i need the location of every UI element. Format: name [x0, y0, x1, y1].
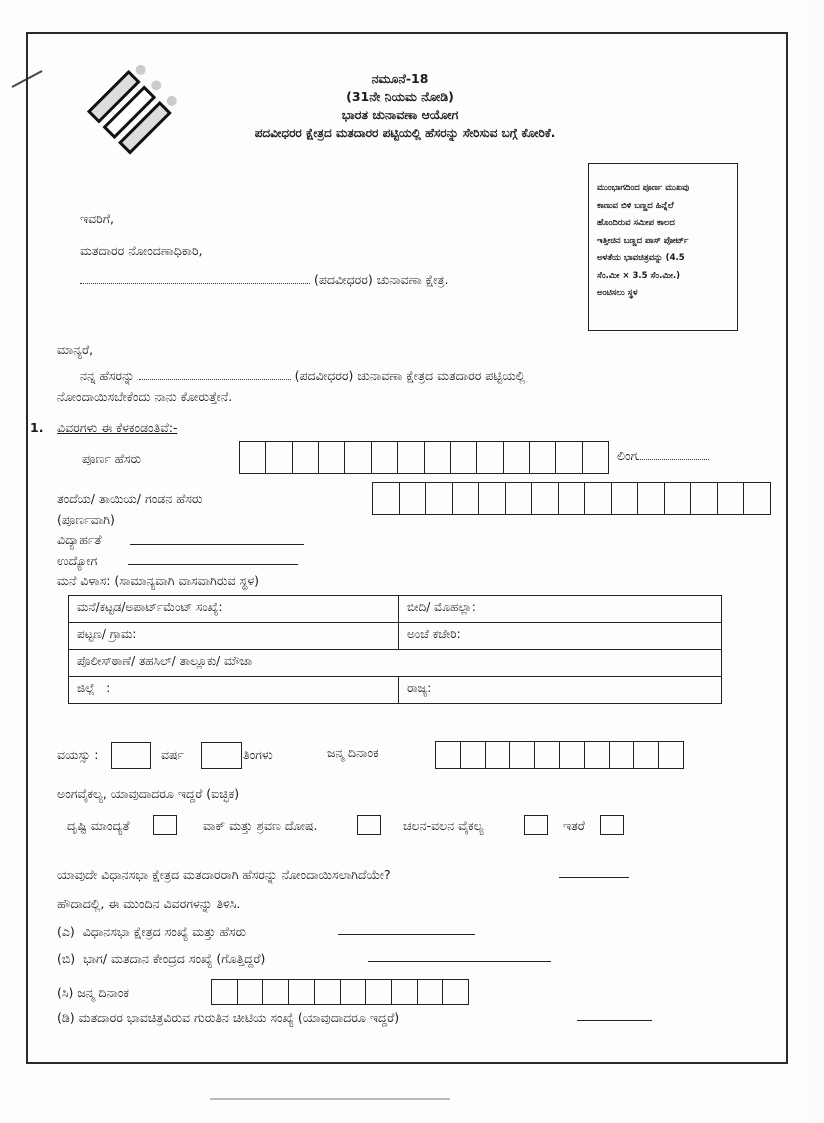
- character-box[interactable]: [451, 442, 477, 473]
- post-office-label: ಅಂಚೆ ಕಚೇರಿ:: [407, 627, 461, 641]
- request-constituency-field[interactable]: [139, 379, 291, 380]
- visual-impairment-checkbox[interactable]: [153, 815, 177, 835]
- dob-c-boxes[interactable]: [211, 979, 469, 1005]
- character-box[interactable]: [400, 483, 427, 514]
- character-box[interactable]: [744, 483, 770, 514]
- character-box[interactable]: [506, 483, 533, 514]
- years-label: ವರ್ಷ: [161, 747, 185, 762]
- occupation-field[interactable]: [128, 564, 298, 565]
- rule-reference: (31ನೇ ನಿಯಮ ನೋಡಿ): [346, 89, 454, 104]
- state-label: ರಾಜ್ಯ:: [407, 681, 432, 695]
- photo-instruction-line: ಮುಂಭಾಗದಿಂದ ಪೂರ್ಣ ಮುಖವು: [597, 183, 690, 193]
- locomotor-checkbox[interactable]: [524, 815, 548, 835]
- district-label: ಜಿಲ್ಲೆ :: [77, 681, 111, 695]
- education-field[interactable]: [130, 544, 304, 545]
- home-address-label: ಮನೆ ವಿಳಾಸ: (ಸಾಮಾನ್ಯವಾಗಿ ವಾಸವಾಗಿರುವ ಸ್ಥಳ): [57, 573, 260, 588]
- state-cell[interactable]: [399, 677, 722, 704]
- character-box[interactable]: [443, 980, 468, 1004]
- house-number-label: ಮನೆ/ಕಟ್ಟಡ/ಅಪಾರ್ಟ್‌ಮೆಂಟ್ ಸಂಖ್ಯೆ:: [77, 600, 223, 614]
- polling-station-label: (ಬಿ) ಭಾಗ/ ಮತದಾನ ಕೇಂದ್ರದ ಸಂಖ್ಯೆ (ಗೊತ್ತಿದ್ದರೆ): [57, 951, 266, 966]
- registration-answer-field[interactable]: [559, 877, 629, 878]
- disability-option-locomotor: ಚಲನ-ವಲನ ವೈಕಲ್ಯ: [403, 818, 484, 833]
- character-box[interactable]: [341, 980, 367, 1004]
- photo-instruction-line: ಅಂಟಿಸಲು ಸ್ಥಳ: [597, 288, 638, 298]
- photo-instruction-line: ಇತ್ತೀಚಿನ ಬಣ್ಣದ ಪಾಸ್ ಪೋರ್ಟ್: [597, 235, 689, 246]
- parent-name-boxes[interactable]: [372, 482, 771, 515]
- photo-instruction-line: ಕಾಣುವ ಬಿಳಿ ಬಣ್ಣದ ಹಿನ್ನೆಲೆ: [597, 200, 674, 211]
- dob-label: ಜನ್ಮ ದಿನಾಂಕ: [327, 745, 379, 760]
- form-number: ನಮೂನೆ-18: [371, 71, 429, 86]
- character-box[interactable]: [585, 742, 610, 768]
- disability-option-other: ಇತರೆ: [563, 818, 585, 833]
- character-box[interactable]: [319, 442, 345, 473]
- addressee-officer: ಮತದಾರರ ನೋಂದಣಾಧಿಕಾರಿ,: [80, 243, 203, 258]
- assembly-constituency-field[interactable]: [338, 934, 475, 935]
- salutation: ಮಾನ್ಯರೆ,: [57, 342, 94, 357]
- character-box[interactable]: [398, 442, 424, 473]
- character-box[interactable]: [560, 742, 585, 768]
- disability-option-speech: ವಾಕ್ ಮತ್ತು ಶ್ರವಣ ದೋಷ.: [203, 818, 318, 833]
- parent-name-sub: (ಪೂರ್ಣವಾಗಿ): [57, 512, 115, 527]
- photo-instruction-line: ಹೊಂದಿರುವ ಸಮೀಪ ಕಾಲದ: [597, 218, 675, 228]
- character-box[interactable]: [289, 980, 315, 1004]
- section-number: 1.: [30, 420, 44, 435]
- character-box[interactable]: [479, 483, 506, 514]
- education-label: ವಿದ್ಯಾರ್ಹತೆ: [57, 532, 102, 547]
- months-label: ತಿಂಗಳು: [243, 747, 273, 762]
- disability-label: ಅಂಗವೈಕಲ್ಯ, ಯಾವುದಾದರೂ ಇದ್ದರೆ (ಐಚ್ಛಿಕ): [57, 786, 240, 801]
- character-box[interactable]: [263, 980, 289, 1004]
- photo-placeholder-box: [588, 163, 738, 331]
- disability-option-visual: ದೃಷ್ಟಿ ಮಾಂದ್ಯತೆ: [67, 818, 130, 833]
- character-box[interactable]: [212, 980, 238, 1004]
- house-number-cell[interactable]: [69, 596, 399, 623]
- assembly-constituency-label: (ಎ) ವಿಧಾನಸಭಾ ಕ್ಷೇತ್ರದ ಸಂಖ್ಯೆ ಮತ್ತು ಹೆಸರು: [57, 924, 247, 939]
- post-office-cell[interactable]: [399, 623, 722, 650]
- election-commission-logo: [80, 60, 190, 155]
- character-box[interactable]: [315, 980, 341, 1004]
- character-box[interactable]: [559, 483, 586, 514]
- character-box[interactable]: [425, 442, 451, 473]
- request-middle: (ಪದವೀಧರರ) ಚುನಾವಣಾ ಕ್ಷೇತ್ರದ ಮತದಾರರ ಪಟ್ಟಿಯಲ್ಲಿ: [294, 368, 526, 383]
- other-disability-checkbox[interactable]: [600, 815, 624, 835]
- character-box[interactable]: [366, 980, 392, 1004]
- character-box[interactable]: [392, 980, 418, 1004]
- character-box[interactable]: [266, 442, 292, 473]
- voter-id-label: (ಡಿ) ಮತದಾರರ ಭಾವಚಿತ್ರವಿರುವ ಗುರುತಿನ ಚೀಟಿಯ ಸಂಖ್ಯೆ (ಯಾವುದಾದರೂ ಇದ್ದರೆ): [57, 1010, 400, 1025]
- registration-if-yes: ಹೌದಾದಲ್ಲಿ, ಈ ಮುಂದಿನ ವಿವರಗಳನ್ನು ತಿಳಿಸಿ.: [57, 896, 241, 911]
- age-label: ವಯಸ್ಸು :: [57, 747, 99, 762]
- request-prefix: ನನ್ನ ಹೆಸರನ್ನು: [80, 368, 135, 383]
- voter-id-field[interactable]: [577, 1020, 652, 1021]
- character-box[interactable]: [718, 483, 745, 514]
- character-box[interactable]: [436, 742, 461, 768]
- character-box[interactable]: [532, 483, 559, 514]
- constituency-field[interactable]: [80, 283, 310, 284]
- character-box[interactable]: [461, 742, 486, 768]
- character-box[interactable]: [373, 483, 400, 514]
- street-label: ಬೀದಿ/ ಮೊಹಲ್ಲಾ:: [407, 600, 476, 614]
- address-table: [68, 595, 722, 704]
- character-box[interactable]: [583, 442, 608, 473]
- character-box[interactable]: [504, 442, 530, 473]
- character-box[interactable]: [486, 742, 511, 768]
- character-box[interactable]: [418, 980, 444, 1004]
- police-station-label: ಪೊಲೀಸ್‌ಠಾಣೆ/ ತಹಸಿಲ್/ ತಾಲ್ಲೂಕು/ ಮೌಜಾ: [77, 654, 253, 668]
- character-box[interactable]: [638, 483, 665, 514]
- character-box[interactable]: [610, 742, 635, 768]
- town-label: ಪಟ್ಟಣ/ ಗ್ರಾಮ:: [77, 627, 137, 641]
- character-box[interactable]: [426, 483, 453, 514]
- character-box[interactable]: [345, 442, 371, 473]
- character-box[interactable]: [535, 742, 560, 768]
- character-box[interactable]: [530, 442, 556, 473]
- character-box[interactable]: [238, 980, 264, 1004]
- character-box[interactable]: [585, 483, 612, 514]
- character-box[interactable]: [510, 742, 535, 768]
- dob-boxes[interactable]: [435, 741, 684, 769]
- character-box[interactable]: [240, 442, 266, 473]
- speech-hearing-checkbox[interactable]: [357, 815, 381, 835]
- section-title: ವಿವರಗಳು ಈ ಕೆಳಕಂಡಂತಿವೆ:-: [57, 420, 178, 435]
- commission-name: ಭಾರತ ಚುನಾವಣಾ ಆಯೋಗ: [341, 107, 459, 122]
- scan-shadow: [210, 1098, 450, 1100]
- character-box[interactable]: [477, 442, 503, 473]
- photo-instruction-line: ಸೆಂ.ಮೀ × 3.5 ಸೆಂ.ಮೀ.): [597, 270, 681, 281]
- full-name-boxes[interactable]: [239, 441, 609, 474]
- age-months-box[interactable]: [201, 742, 242, 769]
- police-station-cell[interactable]: [69, 650, 722, 677]
- registration-question: ಯಾವುದೇ ವಿಧಾನಸಭಾ ಕ್ಷೇತ್ರದ ಮತದಾರರಾಗಿ ಹೆಸರನ್ನು ನೋಂದಾಯಿಸಲಾಗಿದೆಯೇ?: [57, 867, 391, 882]
- polling-station-field[interactable]: [368, 961, 551, 962]
- character-box[interactable]: [453, 483, 480, 514]
- town-cell[interactable]: [69, 623, 399, 650]
- character-box[interactable]: [612, 483, 639, 514]
- addressee-to: ಇವರಿಗೆ,: [80, 211, 114, 226]
- form-subject: ಪದವೀಧರರ ಕ್ಷೇತ್ರದ ಮತದಾರರ ಪಟ್ಟಿಯಲ್ಲಿ ಹೆಸರನ್ನು ಸೇರಿಸುವ ಬಗ್ಗೆ ಕೋರಿಕೆ.: [254, 126, 556, 140]
- constituency-suffix: (ಪದವೀಧರರ) ಚುನಾವಣಾ ಕ್ಷೇತ್ರ.: [313, 272, 449, 287]
- character-box[interactable]: [634, 742, 659, 768]
- dob-c-label: (ಸಿ) ಜನ್ಮ ದಿನಾಂಕ: [57, 985, 129, 1000]
- full-name-label: ಪೂರ್ಣ ಹೆಸರು: [82, 451, 142, 466]
- parent-name-label: ತಂದೆಯ/ ತಾಯಿಯ/ ಗಂಡನ ಹೆಸರು: [57, 491, 203, 506]
- street-cell[interactable]: [399, 596, 722, 623]
- character-box[interactable]: [665, 483, 692, 514]
- district-cell[interactable]: [69, 677, 399, 704]
- character-box[interactable]: [372, 442, 398, 473]
- age-years-box[interactable]: [111, 742, 151, 769]
- occupation-label: ಉದ್ಯೋಗ: [57, 553, 98, 568]
- gender-field[interactable]: [637, 459, 709, 460]
- request-end: ನೋಂದಾಯಿಸಬೇಕೆಂದು ನಾನು ಕೋರುತ್ತೇನೆ.: [57, 389, 233, 404]
- character-box[interactable]: [556, 442, 582, 473]
- character-box[interactable]: [691, 483, 718, 514]
- photo-instruction-line: ಅಳತೆಯ ಭಾವಚಿತ್ರವನ್ನು (4.5: [597, 253, 685, 263]
- character-box[interactable]: [659, 742, 683, 768]
- gender-label: ಲಿಂಗ: [617, 448, 638, 463]
- character-box[interactable]: [293, 442, 319, 473]
